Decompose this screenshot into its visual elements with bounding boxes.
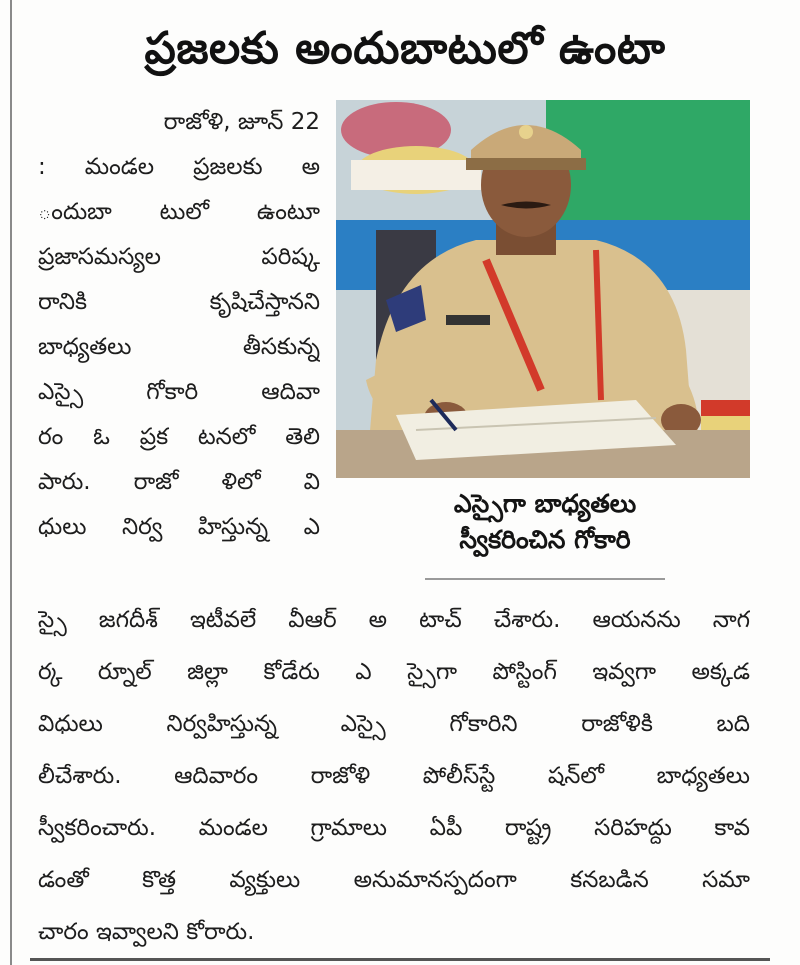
full-width-text xyxy=(38,594,750,958)
text-line: ప్రజాసమస్యల పరిష్క xyxy=(38,244,320,270)
photo-caption xyxy=(410,486,680,558)
text-line: డంతో కొత్త వ్యక్తులు అనుమానస్పదంగా కనబడిన సమా xyxy=(38,867,750,893)
column-divider xyxy=(10,0,12,965)
text-line: ఎస్సై గోకారి ఆదివా xyxy=(38,379,320,405)
text-line: రానికి కృషిచేస్తానని xyxy=(38,289,320,315)
caption-line: స్వీకరించిన గోకారి xyxy=(459,525,631,554)
text-line: రం ఓ ప్రక టనలో తెలి xyxy=(38,424,320,450)
headline: ప్రజలకు అందుబాటులో ఉంటా xyxy=(144,23,666,74)
text-line: : మండల ప్రజలకు అ xyxy=(38,154,320,180)
text-line: పారు. రాజో ళిలో వి xyxy=(38,469,320,495)
text-line: ధులు నిర్వ హిస్తున్న ఎ xyxy=(38,514,320,540)
text-line: బాధ్యతలు తీసకున్న xyxy=(38,334,320,360)
narrow-column-text xyxy=(38,100,320,550)
caption-divider xyxy=(425,578,665,580)
text-line: చారం ఇవ్వాలని కోరారు. xyxy=(38,919,255,945)
text-line: లీచేశారు. ఆదివారం రాజోళి పోలీస్‌స్టే షన్‌లో బాధ్యతలు xyxy=(38,763,750,789)
dateline: రాజోళి, జూన్ 22 xyxy=(163,109,320,135)
bottom-border xyxy=(30,958,770,961)
text-line: ందుబా టులో ఉంటూ xyxy=(38,199,320,225)
cropped-previous-headline xyxy=(30,0,770,8)
caption-line: ఎస్సైగా బాధ్యతలు xyxy=(453,489,637,518)
officer-photo xyxy=(336,100,750,478)
officer-illustration xyxy=(336,100,750,478)
text-line: విధులు నిర్వహిస్తున్న ఎస్సై గోకారిని రాజోళికి బది xyxy=(38,711,750,737)
text-line: స్వీకరించారు. మండల గ్రామాలు ఏపీ రాష్ట్ర సరిహద్దు కావ xyxy=(38,815,750,841)
text-line: ర్క ర్నూల్ జిల్లా కోడేరు ఎ స్సైగా పోస్టింగ్ ఇవ్వగా అక్కడ xyxy=(38,659,750,685)
text-line: స్సై జగదీశ్ ఇటీవలే వీఆర్ అ టాచ్ చేశారు. ఆయనను నాగ xyxy=(38,607,750,633)
